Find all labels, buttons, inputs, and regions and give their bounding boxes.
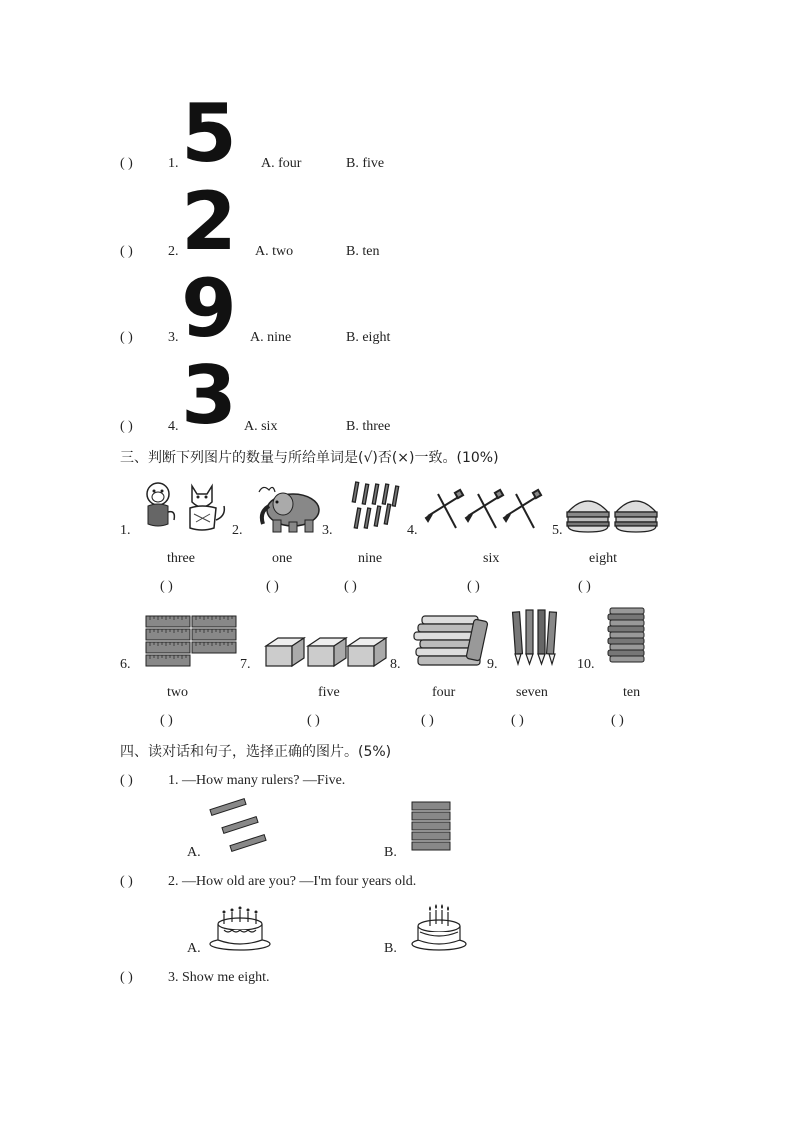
item-number: 7. <box>240 657 251 672</box>
answer-paren[interactable]: ( ) <box>120 244 133 259</box>
section3-title: 三、判断下列图片的数量与所给单词是(√)否(×)一致。(10%) <box>120 450 499 466</box>
answer-paren[interactable]: ( ) <box>160 579 173 594</box>
answer-paren[interactable]: ( ) <box>120 330 133 345</box>
option-a[interactable]: A. <box>187 845 201 860</box>
item-number: 6. <box>120 657 131 672</box>
option-b[interactable]: B. eight <box>346 330 391 345</box>
monkey-cat-picture <box>140 480 230 532</box>
number-picture <box>181 175 237 268</box>
option-a[interactable]: A. two <box>255 244 294 259</box>
option-a[interactable]: A. six <box>244 419 278 434</box>
item-word: six <box>483 551 500 566</box>
item-number: 3. <box>322 523 333 538</box>
stacked-rulers-picture <box>606 606 648 668</box>
answer-paren[interactable]: ( ) <box>421 713 434 728</box>
option-b[interactable]: B. five <box>346 156 385 171</box>
question-number: 2. <box>168 244 179 259</box>
item-number: 8. <box>390 657 401 672</box>
question-text: 1. —How many rulers? —Five. <box>168 773 346 788</box>
answer-paren[interactable]: ( ) <box>344 579 357 594</box>
section4-title: 四、读对话和句子，选择正确的图片。(5%) <box>120 744 392 760</box>
candle-cake-picture <box>410 900 468 952</box>
item-word: three <box>167 551 195 566</box>
item-word: one <box>272 551 293 566</box>
hamburgers-picture <box>566 494 660 534</box>
number-picture <box>181 87 237 180</box>
option-a[interactable]: A. four <box>261 156 302 171</box>
svg-text:9: 9 <box>181 262 237 355</box>
elephant-picture <box>255 484 323 534</box>
item-word: nine <box>358 551 383 566</box>
answer-paren[interactable]: ( ) <box>467 579 480 594</box>
item-number: 10. <box>577 657 595 672</box>
question-number: 4. <box>168 419 179 434</box>
option-b[interactable]: B. ten <box>346 244 380 259</box>
answer-paren[interactable]: ( ) <box>578 579 591 594</box>
answer-paren[interactable]: ( ) <box>307 713 320 728</box>
svg-text:2: 2 <box>181 175 237 268</box>
answer-paren[interactable]: ( ) <box>511 713 524 728</box>
three-rulers-picture <box>208 800 268 852</box>
question-number: 1. <box>168 156 179 171</box>
item-number: 2. <box>232 523 243 538</box>
option-b[interactable]: B. <box>384 845 397 860</box>
pencil-pairs-picture <box>426 488 542 534</box>
answer-paren[interactable]: ( ) <box>266 579 279 594</box>
pencils-picture <box>350 480 402 532</box>
answer-paren[interactable]: ( ) <box>120 970 133 985</box>
item-number: 5. <box>552 523 563 538</box>
item-number: 1. <box>120 523 131 538</box>
number-picture <box>181 349 237 442</box>
item-number: 4. <box>407 523 418 538</box>
item-number: 9. <box>487 657 498 672</box>
answer-paren[interactable]: ( ) <box>611 713 624 728</box>
pencil-boxes-picture <box>264 634 388 670</box>
markers-picture <box>510 608 558 668</box>
answer-paren[interactable]: ( ) <box>120 773 133 788</box>
question-text: 3. Show me eight. <box>168 970 270 985</box>
item-word: five <box>318 685 340 700</box>
option-b[interactable]: B. <box>384 941 397 956</box>
answer-paren[interactable]: ( ) <box>120 874 133 889</box>
five-rulers-picture <box>410 800 452 854</box>
item-word: two <box>167 685 188 700</box>
item-word: seven <box>516 685 548 700</box>
item-word: four <box>432 685 456 700</box>
birthday-cake-picture <box>208 900 272 952</box>
option-a[interactable]: A. nine <box>250 330 292 345</box>
item-word: eight <box>589 551 617 566</box>
answer-paren[interactable]: ( ) <box>160 713 173 728</box>
svg-text:5: 5 <box>181 87 237 180</box>
answer-paren[interactable]: ( ) <box>120 419 133 434</box>
rulers-picture <box>144 614 238 668</box>
option-b[interactable]: B. three <box>346 419 391 434</box>
books-picture <box>412 614 488 668</box>
item-word: ten <box>623 685 641 700</box>
answer-paren[interactable]: ( ) <box>120 156 133 171</box>
number-picture <box>181 262 237 355</box>
option-a[interactable]: A. <box>187 941 201 956</box>
question-number: 3. <box>168 330 179 345</box>
question-text: 2. —How old are you? —I'm four years old. <box>168 874 417 889</box>
svg-text:3: 3 <box>181 349 237 442</box>
